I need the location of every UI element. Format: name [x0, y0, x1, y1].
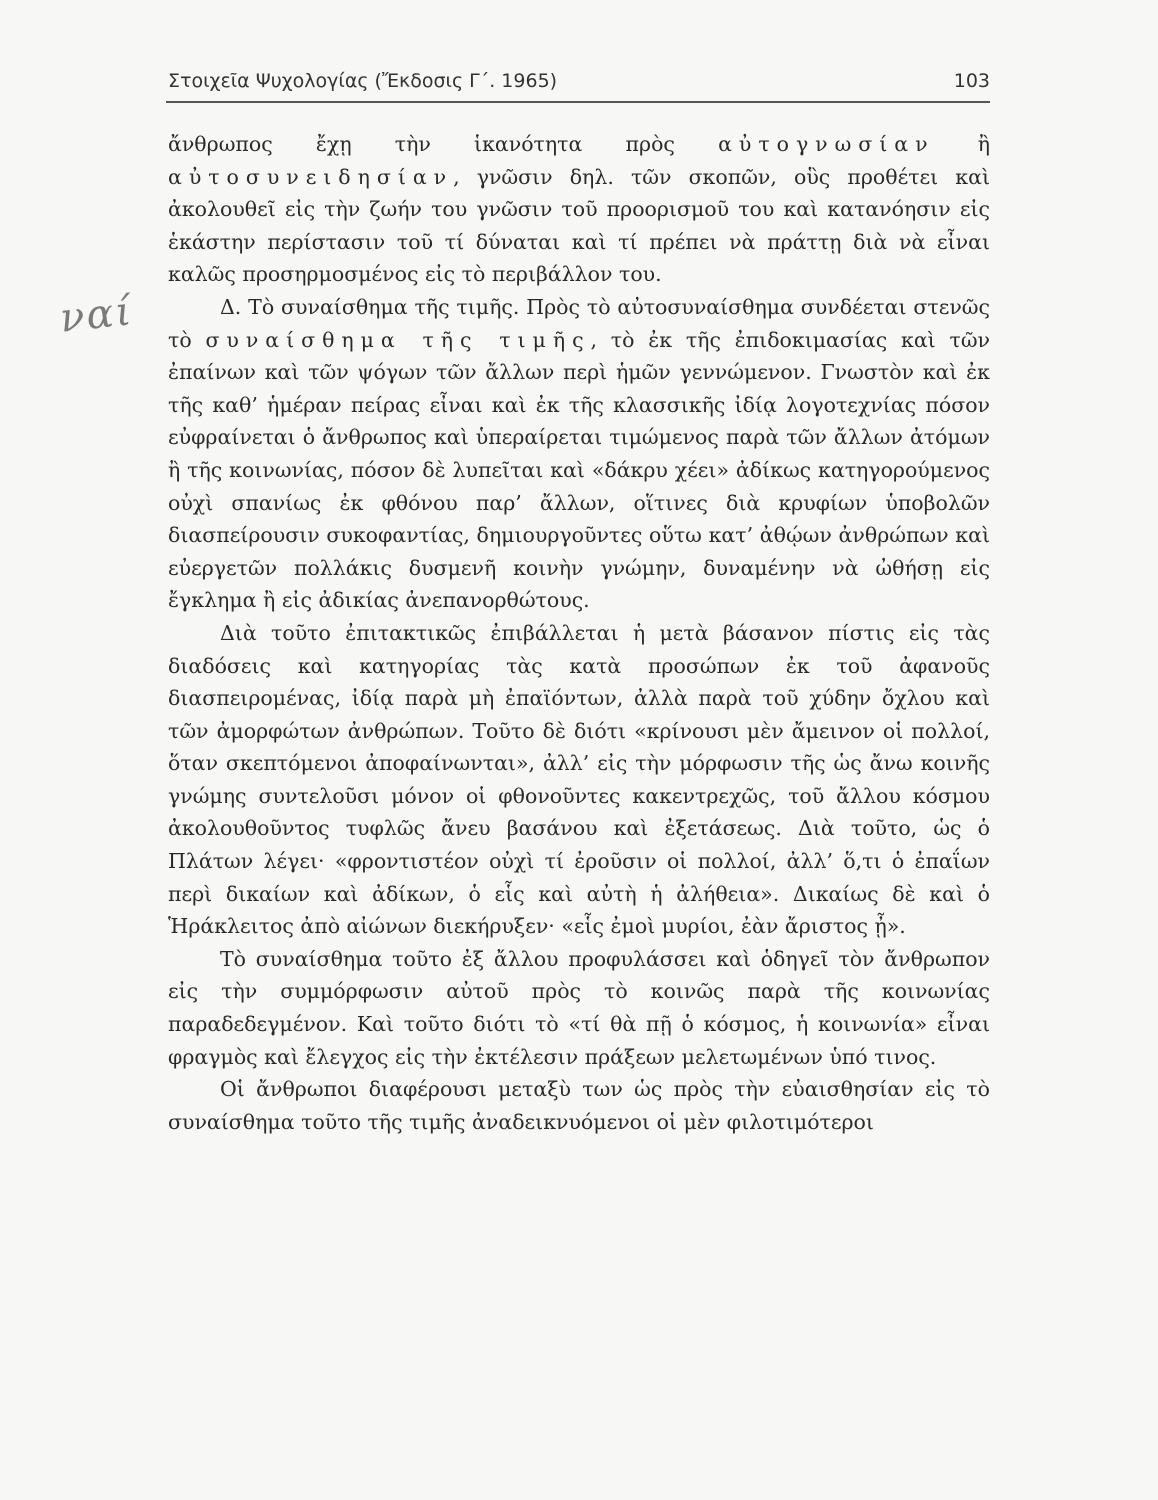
spaced-term-autognosia: αὐτογνωσίαν	[718, 132, 935, 156]
handwritten-margin-note: ναί	[57, 288, 136, 342]
spaced-term-timi: συναίσθημα τῆς τιμῆς	[205, 327, 591, 352]
paragraph-5: Οἱ ἄνθρωποι διαφέρουσι μεταξὺ των ὡς πρὸς τὴν εὐαισθησίαν εἰς τὸ συναίσθημα τοῦτο τῆς τιμῆς ἀναδεικνυόμενοι οἱ μὲν φιλοτιμότεροι	[168, 1077, 990, 1134]
page-number: 103	[953, 70, 990, 92]
paragraph-3: Διὰ τοῦτο ἐπιτακτικῶς ἐπιβάλλεται ἡ μετὰ βάσανον πίστις εἰς τὰς διαδόσεις καὶ κατηγορίας τὰς κατὰ προσώπων ἐκ τοῦ ἀφανοῦς διασπειρομένας, ἰδίᾳ παρὰ μὴ ἐπαϊόντων, ἀλλὰ παρὰ τοῦ χύδην ὄχλου καὶ τῶν ἀμορφώτων ἀνθρώπων. Τοῦτο δὲ διότι «κρίνουσι μὲν ἄμεινον οἱ πολλοί, ὅταν σκεπτόμενοι ἀποφαίνωνται», ἀλλ’ εἰς τὴν μόρφωσιν τῆς ὡς ἄνω κοινῆς γνώμης συντελοῦσι μόνον οἱ φθονοῦντες κακεντρεχῶς, τοῦ ἄλλου κόσμου ἀκολουθοῦντος τυφλῶς ἄνευ βασάνου καὶ ἐξετάσεως. Διὰ τοῦτο, ὡς ὁ Πλάτων λέγει· «φροντιστέον οὐχὶ τί ἐροῦσιν οἱ πολλοί, ἀλλ’ ὅ,τι ὁ ἐπαΐων περὶ δικαίων καὶ ἀδίκων, ὁ εἷς καὶ αὐτὴ ἡ ἀλήθεια». Δικαίως δὲ καὶ ὁ Ἡράκλειτος ἀπὸ αἰώνων διεκήρυξεν· «εἷς ἐμοὶ μυρίοι, ἐὰν ἄριστος ᾖ».	[168, 620, 990, 939]
header-title: Στοιχεῖα Ψυχολογίας (Ἔκδοσις Γ΄. 1965)	[168, 70, 558, 92]
running-header	[168, 70, 990, 100]
spaced-term-autosyneidesia: αὐτοσυνειδησίαν	[168, 164, 454, 189]
paragraph-2: Δ. Τὸ συναίσθημα τῆς τιμῆς. Πρὸς τὸ αὐτοσυναίσθημα συνδέεται στενῶς τὸ συναίσθημα τῆς τιμῆς, τὸ ἐκ τῆς ἐπιδοκιμασίας καὶ τῶν ἐπαίνων καὶ τῶν ψόγων τῶν ἄλλων περὶ ἡμῶν γεννώμενον. Γνωστὸν καὶ ἐκ τῆς καθ’ ἡμέραν πείρας εἶναι καὶ ἐκ τῆς κλασσικῆς ἰδίᾳ λογοτεχνίας πόσον εὐφραίνεται ὁ ἄνθρωπος καὶ ὑπεραίρεται τιμώμενος παρὰ τῶν ἄλλων ἀτόμων ἢ τῆς κοινωνίας, πόσον δὲ λυπεῖται καὶ «δάκρυ χέει» ἀδίκως κατηγορούμενος οὐχὶ σπανίως ἐκ φθόνου παρ’ ἄλλων, οἵτινες διὰ κρυφίων ὑποβολῶν διασπείρουσιν συκοφαντίας, δημιουργοῦντες οὕτω κατ’ ἀθῴων ἀνθρώπων καὶ εὐεργετῶν πολλάκις δυσμενῆ κοινὴν γνώμην, δυναμένην νὰ ὠθήσῃ εἰς ἔγκλημα ἢ εἰς ἀδικίας ἀνεπανορθώτους.	[168, 294, 990, 613]
body-text	[168, 128, 990, 1138]
paragraph-4: Τὸ συναίσθημα τοῦτο ἐξ ἄλλου προφυλάσσει καὶ ὁδηγεῖ τὸν ἄνθρωπον εἰς τὴν συμμόρφωσιν αὐτοῦ πρὸς τὸ κοινῶς παρὰ τῆς κοινωνίας παραδεδεγμένον. Καὶ τοῦτο διότι τὸ «τί θὰ πῇ ὁ κόσμος, ἡ κοινωνία» εἶναι φραγμὸς καὶ ἔλεγχος εἰς τὴν ἐκτέλεσιν πράξεων μελετωμένων ὑπό τινος.	[168, 946, 990, 1069]
paragraph-1: ἄνθρωπος ἔχῃ τὴν ἱκανότητα πρὸς αὐτογνωσίαν ἢ αὐτοσυνειδησίαν, γνῶσιν δηλ. τῶν σκοπῶν, οὓς προθέτει καὶ ἀκολουθεῖ εἰς τὴν ζωήν του γνῶσιν τοῦ προορισμοῦ του καὶ κατανόησιν εἰς ἑκάστην περίστασιν τοῦ τί δύναται καὶ τί πρέπει νὰ πράττῃ διὰ νὰ εἶναι καλῶς προσηρμοσμένος εἰς τὸ περιβάλλον του.	[168, 132, 990, 287]
header-rule	[166, 101, 990, 103]
